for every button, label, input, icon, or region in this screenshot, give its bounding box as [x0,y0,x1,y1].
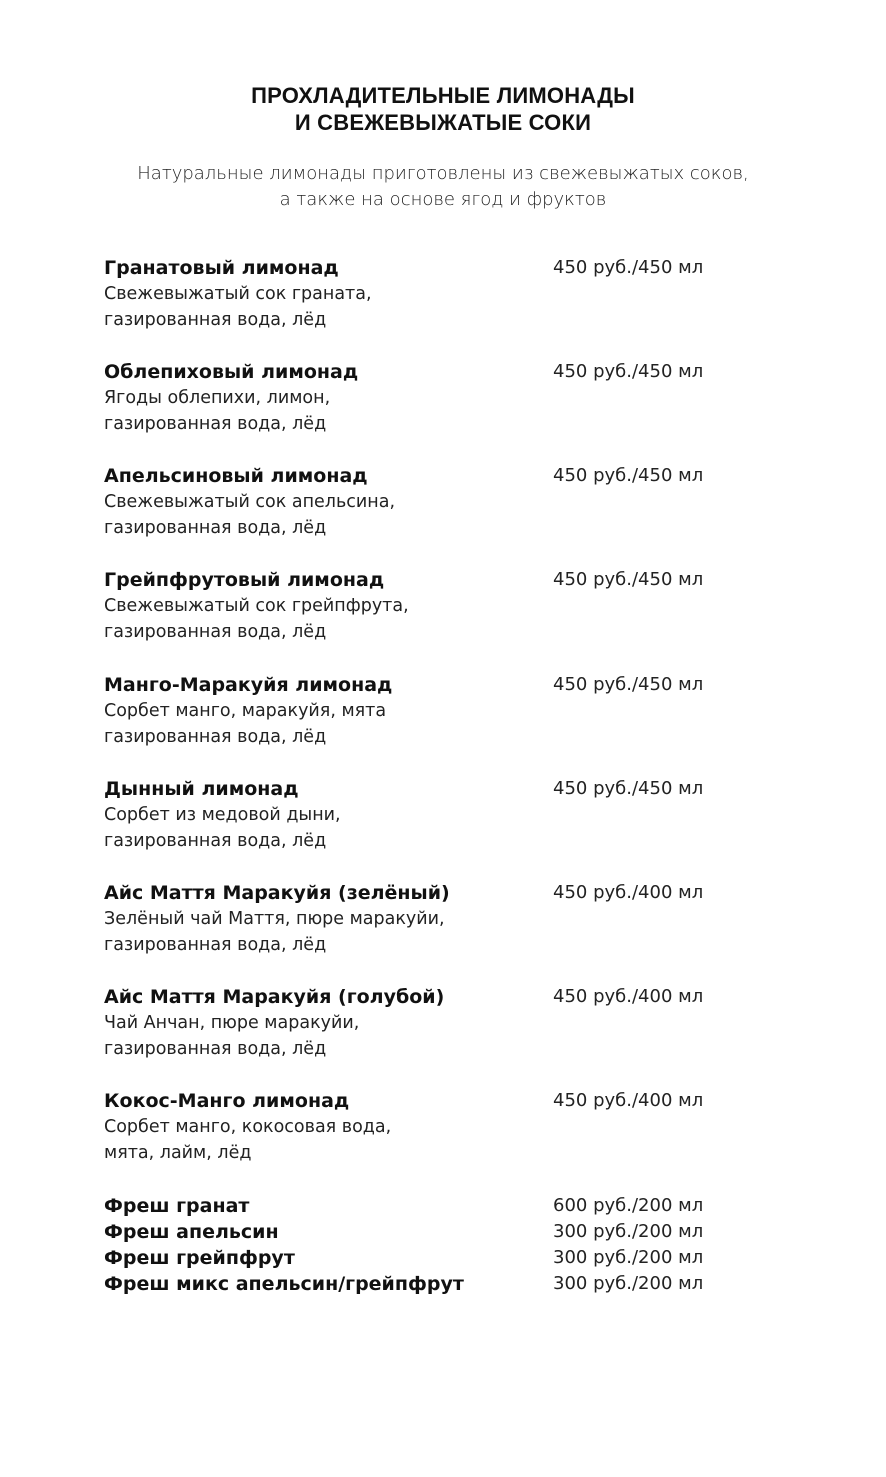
page-title-line-1: ПРОХЛАДИТЕЛЬНЫЕ ЛИМОНАДЫ [251,83,635,108]
menu-item [104,880,804,958]
fresh-juice-row [104,1245,804,1271]
menu-item [104,463,804,541]
item-price: 450 руб./450 мл [553,778,704,799]
item-price: 450 руб./400 мл [553,1090,704,1111]
item-name: Апельсиновый лимонад [104,465,368,487]
item-name: Айс Маття Маракуйя (зелёный) [104,882,450,904]
item-description-line-2: мята, лайм, лёд [104,1143,252,1163]
item-description-line-1: Зелёный чай Маття, пюре маракуйи, [104,909,445,929]
item-price: 450 руб./450 мл [553,674,704,695]
menu-item [104,255,804,333]
item-name: Кокос-Манго лимонад [104,1090,350,1112]
item-name: Манго-Маракуйя лимонад [104,674,393,696]
fresh-juice-price: 300 руб./200 мл [553,1247,704,1268]
item-description-line-2: газированная вода, лёд [104,518,327,538]
page-title-line-2: И СВЕЖЕВЫЖАТЫЕ СОКИ [294,110,592,135]
menu-item [104,984,804,1062]
page-subtitle-line-1: Натуральные лимонады приготовлены из свежевыжатых соков, [137,163,749,184]
page-subtitle [0,161,886,213]
item-price: 450 руб./450 мл [553,465,704,486]
item-name: Облепиховый лимонад [104,361,359,383]
item-price: 450 руб./450 мл [553,257,704,278]
item-description-line-2: газированная вода, лёд [104,935,327,955]
fresh-juice-list [104,1193,804,1297]
item-description-line-2: газированная вода, лёд [104,622,327,642]
item-price: 450 руб./400 мл [553,986,704,1007]
fresh-juice-price: 600 руб./200 мл [553,1195,704,1216]
menu-item [104,359,804,437]
item-description-line-2: газированная вода, лёд [104,1039,327,1059]
item-name: Дынный лимонад [104,778,299,800]
item-description-line-1: Сорбет манго, маракуйя, мята [104,701,387,721]
menu-item [104,567,804,645]
menu-item [104,776,804,854]
item-name: Айс Маття Маракуйя (голубой) [104,986,445,1008]
item-description-line-1: Свежевыжатый сок апельсина, [104,492,396,512]
item-description-line-2: газированная вода, лёд [104,310,327,330]
item-price: 450 руб./400 мл [553,882,704,903]
fresh-juice-name: Фреш микс апельсин/грейпфрут [104,1273,464,1295]
menu-item [104,1088,804,1166]
fresh-juice-row [104,1219,804,1245]
page-subtitle-line-2: а также на основе ягод и фруктов [279,189,607,210]
fresh-juice-price: 300 руб./200 мл [553,1273,704,1294]
fresh-juice-row [104,1271,804,1297]
page-title [0,82,886,136]
item-description-line-1: Чай Анчан, пюре маракуйи, [104,1013,360,1033]
item-name: Грейпфрутовый лимонад [104,569,385,591]
fresh-juice-price: 300 руб./200 мл [553,1221,704,1242]
item-description-line-2: газированная вода, лёд [104,831,327,851]
item-price: 450 руб./450 мл [553,361,704,382]
item-description-line-1: Ягоды облепихи, лимон, [104,388,331,408]
item-description-line-2: газированная вода, лёд [104,414,327,434]
item-price: 450 руб./450 мл [553,569,704,590]
item-description-line-2: газированная вода, лёд [104,727,327,747]
menu-item [104,672,804,750]
fresh-juice-name: Фреш апельсин [104,1221,279,1243]
item-name: Гранатовый лимонад [104,257,339,279]
item-description-line-1: Свежевыжатый сок грейпфрута, [104,596,409,616]
item-description-line-1: Свежевыжатый сок граната, [104,284,372,304]
fresh-juice-name: Фреш гранат [104,1195,250,1217]
item-description-line-1: Сорбет из медовой дыни, [104,805,341,825]
fresh-juice-name: Фреш грейпфрут [104,1247,295,1269]
item-description-line-1: Сорбет манго, кокосовая вода, [104,1117,392,1137]
fresh-juice-row [104,1193,804,1219]
